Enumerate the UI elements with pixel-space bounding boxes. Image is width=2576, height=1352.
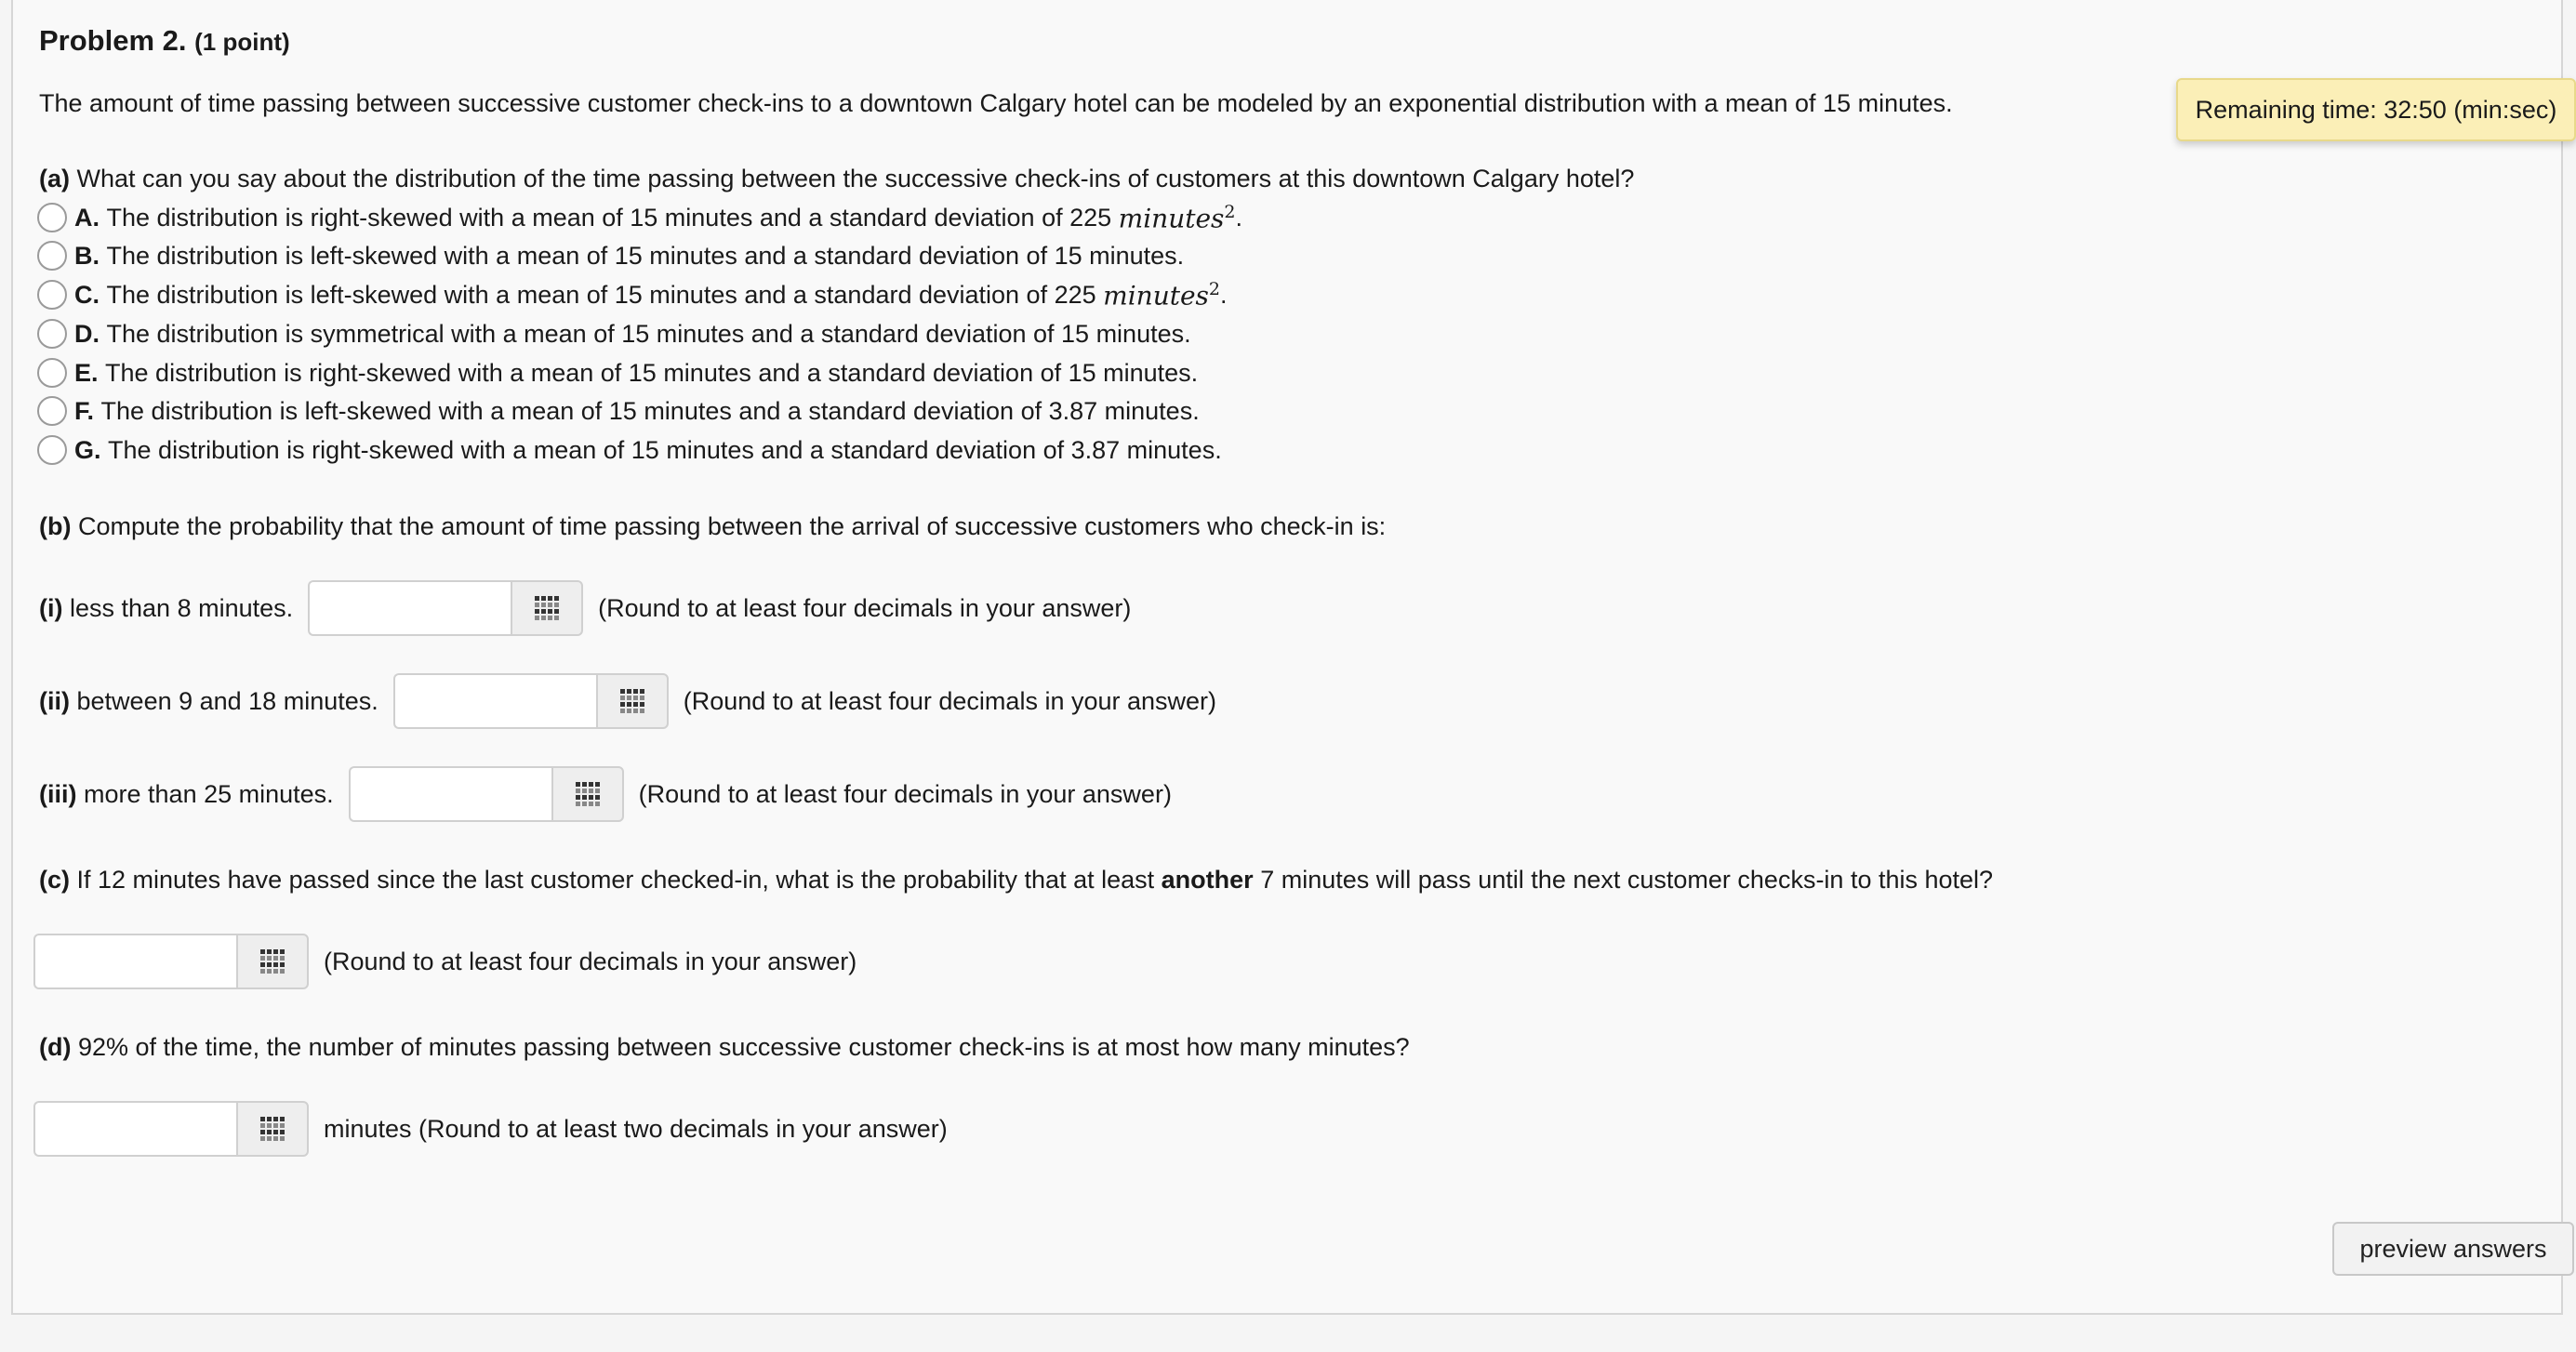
part-b-i-answer-input[interactable] — [308, 580, 511, 636]
part-b-ii-answer-group — [393, 673, 669, 729]
option-c-tail: . — [1220, 280, 1228, 309]
part-d-answer-group — [33, 1101, 309, 1157]
part-c-equation-editor-button[interactable] — [236, 934, 309, 989]
part-d-label: (d) — [39, 1033, 72, 1061]
part-b-ii-hint: (Round to at least four decimals in your answer) — [683, 686, 1217, 715]
option-g[interactable] — [37, 431, 1222, 469]
option-e-text: The distribution is right-skewed with a mean of 15 minutes and a standard deviation of 15 minutes. — [105, 358, 1199, 387]
option-a-letter: A. — [74, 203, 100, 232]
option-e-radio[interactable] — [37, 358, 67, 388]
grid-icon — [260, 949, 285, 974]
option-g-letter: G. — [74, 435, 101, 464]
part-c-question-emphasis: another — [1161, 866, 1254, 894]
option-c-text: The distribution is left-skewed with a mean of 15 minutes and a standard deviation of 225 — [106, 280, 1096, 309]
part-b-ii-equation-editor-button[interactable] — [596, 673, 669, 729]
grid-icon — [576, 782, 600, 806]
option-f-radio[interactable] — [37, 396, 67, 426]
part-b-question-text: Compute the probability that the amount of time passing between the arrival of successive customers who check-in is: — [78, 512, 1387, 540]
part-b-label: (b) — [39, 512, 72, 540]
part-b-i-label: (i) — [39, 593, 63, 622]
option-e[interactable] — [37, 354, 1198, 391]
problem-title-text: Problem 2. — [39, 24, 187, 57]
part-b-ii-label: (ii) — [39, 686, 70, 715]
option-d[interactable] — [37, 315, 1191, 352]
grid-icon — [260, 1117, 285, 1141]
option-a-unit-text: minutes — [1118, 203, 1225, 234]
part-b-question — [39, 510, 1386, 543]
part-c-answer-input[interactable] — [33, 934, 236, 989]
part-d-hint: minutes (Round to at least two decimals in your answer) — [324, 1114, 948, 1143]
option-d-radio[interactable] — [37, 319, 67, 349]
option-f[interactable] — [37, 392, 1200, 430]
part-c-hint: (Round to at least four decimals in your answer) — [324, 947, 857, 975]
option-d-text: The distribution is symmetrical with a mean of 15 minutes and a standard deviation of 15 minutes. — [106, 319, 1191, 348]
option-c-unit-text: minutes — [1103, 280, 1209, 311]
part-d-equation-editor-button[interactable] — [236, 1101, 309, 1157]
option-c-letter: C. — [74, 280, 100, 309]
option-g-text: The distribution is right-skewed with a mean of 15 minutes and a standard deviation of 3.87 minutes. — [108, 435, 1222, 464]
part-b-ii-row — [39, 673, 1216, 729]
part-b-i-equation-editor-button[interactable] — [511, 580, 583, 636]
part-c-label: (c) — [39, 866, 70, 894]
part-d-row — [33, 1101, 948, 1157]
option-e-letter: E. — [74, 358, 99, 387]
part-d-question — [39, 1030, 1410, 1064]
part-b-iii-label: (iii) — [39, 779, 77, 808]
option-c-radio[interactable] — [37, 280, 67, 310]
part-b-i-answer-group — [308, 580, 583, 636]
part-c-question — [39, 863, 1993, 896]
option-f-text: The distribution is left-skewed with a mean of 15 minutes and a standard deviation of 3.87 minutes. — [100, 396, 1200, 425]
option-a-radio[interactable] — [37, 203, 67, 232]
option-g-radio[interactable] — [37, 435, 67, 465]
part-b-iii-answer-input[interactable] — [349, 766, 551, 822]
option-a-unit-exponent: 2 — [1224, 201, 1236, 222]
remaining-time-badge: Remaining time: 32:50 (min:sec) — [2176, 78, 2576, 141]
part-b-i-row — [39, 580, 1131, 636]
part-b-iii-hint: (Round to at least four decimals in your answer) — [638, 779, 1172, 808]
part-a-question-text: What can you say about the distribution of the time passing between the successive check-ins of customers at this downtown Calgary hotel? — [76, 165, 1635, 192]
part-b-i-hint: (Round to at least four decimals in your answer) — [598, 593, 1132, 622]
part-b-iii-equation-editor-button[interactable] — [551, 766, 624, 822]
problem-points: (1 point) — [194, 28, 290, 56]
part-b-i-text: less than 8 minutes. — [70, 593, 294, 622]
part-a-question — [39, 162, 1634, 195]
problem-panel — [11, 0, 2563, 1315]
grid-icon — [535, 596, 559, 620]
option-c-unit-exponent: 2 — [1208, 278, 1221, 299]
part-b-iii-answer-group — [349, 766, 624, 822]
grid-icon — [620, 689, 644, 713]
option-a-tail: . — [1235, 203, 1243, 232]
part-d-answer-input[interactable] — [33, 1101, 236, 1157]
problem-title — [39, 24, 290, 58]
part-b-iii-text: more than 25 minutes. — [84, 779, 334, 808]
part-c-question-before: If 12 minutes have passed since the last customer checked-in, what is the probability that at least — [76, 866, 1155, 894]
option-b-letter: B. — [74, 241, 100, 270]
option-c-unit — [1103, 279, 1220, 311]
option-b-text: The distribution is left-skewed with a mean of 15 minutes and a standard deviation of 15 minutes. — [106, 241, 1185, 270]
part-c-row — [33, 934, 856, 989]
option-c[interactable] — [37, 276, 1228, 313]
preview-answers-button[interactable]: preview answers — [2332, 1222, 2574, 1276]
part-c-answer-group — [33, 934, 309, 989]
option-a[interactable] — [37, 199, 1242, 236]
option-a-unit — [1119, 202, 1236, 233]
option-d-letter: D. — [74, 319, 100, 348]
part-b-ii-answer-input[interactable] — [393, 673, 596, 729]
option-b-radio[interactable] — [37, 241, 67, 271]
part-d-question-text: 92% of the time, the number of minutes passing between successive customer check-ins is at most how many minutes? — [78, 1033, 1410, 1061]
option-b[interactable] — [37, 237, 1184, 274]
part-b-ii-text: between 9 and 18 minutes. — [76, 686, 378, 715]
option-f-letter: F. — [74, 396, 95, 425]
option-a-text: The distribution is right-skewed with a mean of 15 minutes and a standard deviation of 225 — [106, 203, 1112, 232]
part-a-label: (a) — [39, 165, 70, 192]
problem-intro: The amount of time passing between successive customer check-ins to a downtown Calgary hotel can be modeled by an exponential distribution with a mean of 15 minutes. — [39, 89, 1953, 117]
part-b-iii-row — [39, 766, 1172, 822]
part-c-question-after: 7 minutes will pass until the next customer checks-in to this hotel? — [1260, 866, 1994, 894]
